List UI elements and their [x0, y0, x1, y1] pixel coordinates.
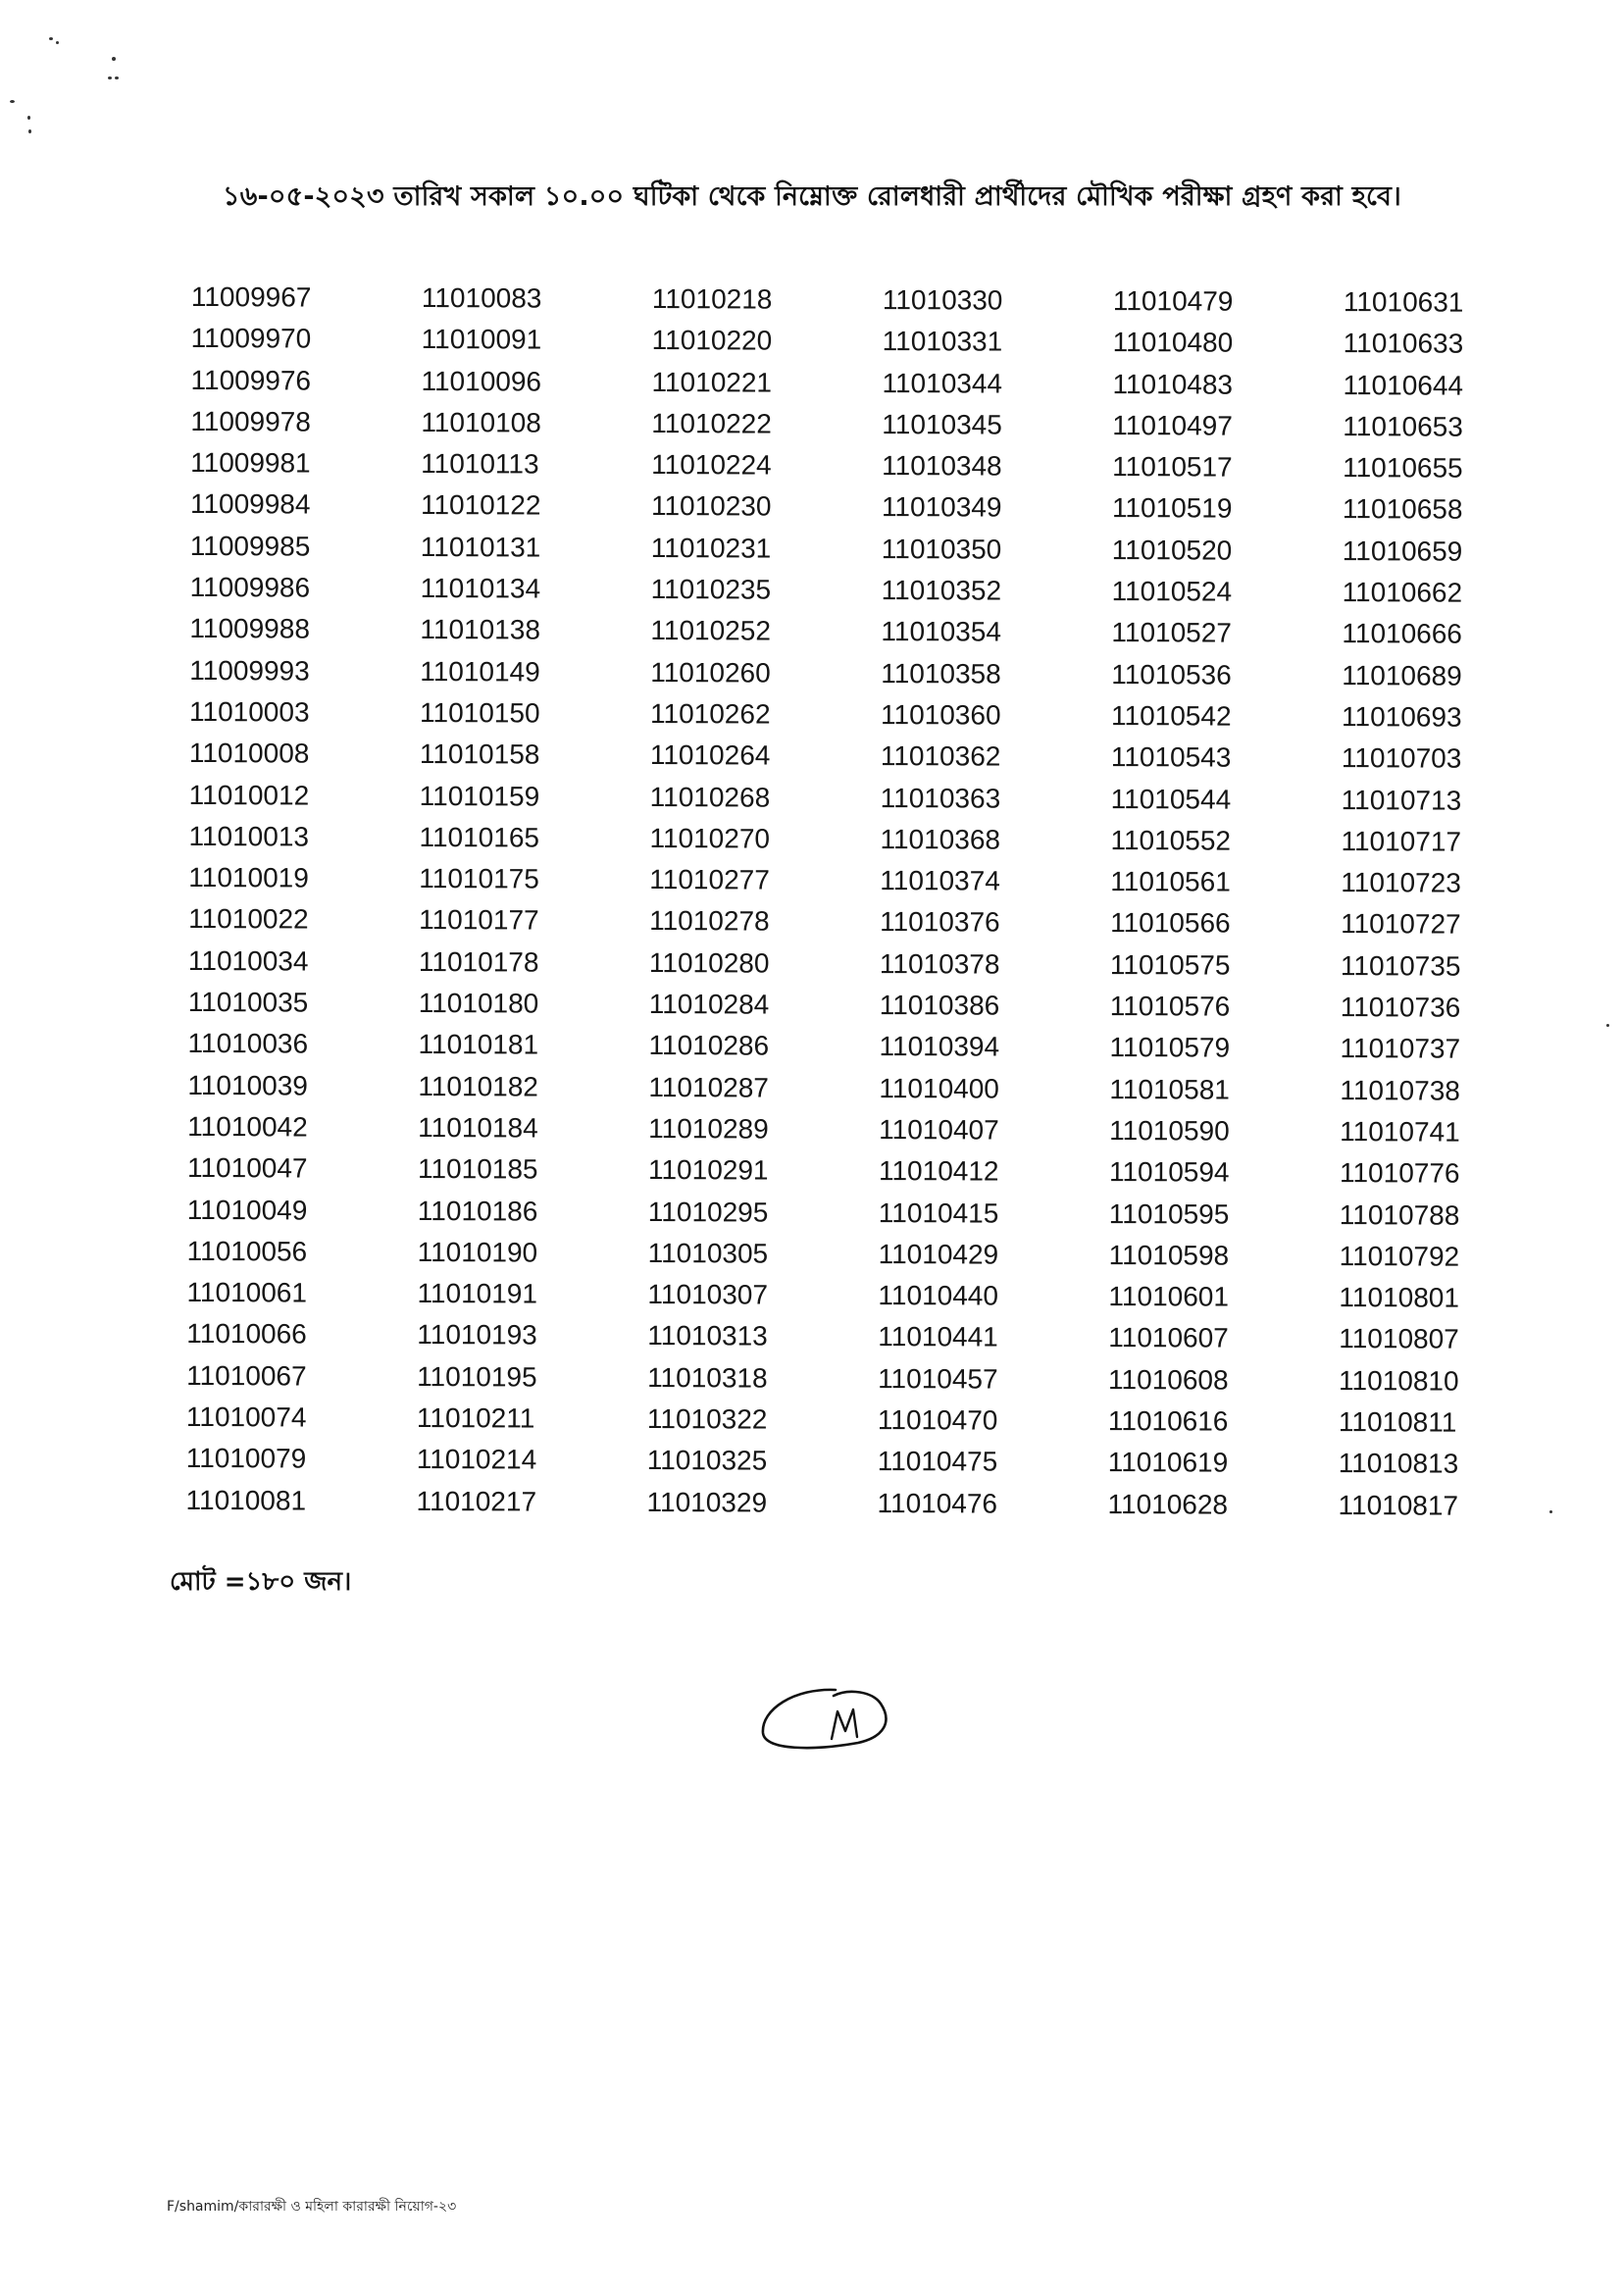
roll-number: 11010633	[1343, 328, 1464, 359]
roll-number: 11010295	[647, 1196, 769, 1228]
roll-number: 11010039	[187, 1069, 308, 1101]
roll-number: 11010352	[881, 575, 1002, 606]
scan-speck	[1606, 1024, 1609, 1027]
roll-number: 11010542	[1110, 700, 1232, 732]
roll-number: 11010619	[1107, 1447, 1229, 1478]
roll-number: 11010659	[1342, 535, 1463, 567]
roll-number: 11010607	[1108, 1322, 1229, 1354]
roll-number: 11010703	[1341, 742, 1462, 774]
roll-number: 11010776	[1339, 1157, 1460, 1189]
roll-number: 11010035	[187, 987, 309, 1018]
roll-number: 11010074	[185, 1402, 307, 1433]
total-count: মোট =১৮০ জন।	[170, 1567, 352, 1597]
roll-number: 11010220	[651, 325, 773, 356]
roll-number: 11010737	[1340, 1033, 1461, 1064]
roll-number: 11010801	[1339, 1282, 1460, 1313]
roll-number: 11010788	[1339, 1198, 1460, 1231]
roll-number: 11010644	[1343, 369, 1464, 401]
roll-number: 11010230	[650, 490, 772, 523]
roll-number: 11010378	[879, 947, 1000, 980]
roll-number: 11009984	[189, 488, 311, 521]
roll-number: 11010358	[881, 657, 1001, 689]
roll-number: 11010042	[187, 1110, 308, 1143]
roll-number: 11010159	[419, 780, 540, 812]
roll-number: 11010524	[1111, 576, 1233, 607]
roll-number: 11010252	[650, 615, 771, 646]
roll-number: 11010113	[421, 448, 539, 480]
roll-number: 11010561	[1110, 866, 1231, 897]
roll-number: 11010008	[188, 738, 310, 769]
roll-number: 11010363	[880, 782, 1001, 814]
roll-number: 11010594	[1108, 1156, 1230, 1188]
roll-number: 11010270	[649, 822, 771, 854]
roll-number: 11010741	[1340, 1116, 1460, 1147]
roll-number: 11010222	[651, 407, 772, 439]
roll-number: 11010067	[186, 1359, 307, 1392]
roll-number: 11010581	[1109, 1073, 1230, 1105]
roll-number: 11010519	[1111, 492, 1233, 525]
roll-number: 11010019	[188, 862, 309, 893]
roll-number: 11010811	[1338, 1406, 1457, 1438]
roll-number: 11010575	[1109, 948, 1231, 981]
roll-number: 11010036	[187, 1028, 309, 1059]
roll-number: 11010441	[878, 1321, 998, 1353]
roll-number: 11010313	[647, 1320, 768, 1351]
roll-number: 11010517	[1112, 451, 1233, 483]
roll-number: 11010287	[648, 1071, 769, 1103]
roll-number: 11010049	[186, 1194, 308, 1226]
roll-number: 11010368	[880, 823, 1001, 855]
roll-number: 11010810	[1339, 1364, 1459, 1397]
roll-number: 11010190	[417, 1236, 538, 1268]
roll-number: 11010330	[882, 284, 1003, 316]
roll-number: 11010457	[878, 1362, 998, 1395]
signature-mark	[755, 1682, 892, 1760]
roll-number: 11010608	[1108, 1363, 1229, 1396]
roll-number: 11010345	[882, 408, 1002, 440]
roll-number: 11010727	[1341, 908, 1461, 941]
roll-number: 11010689	[1342, 659, 1462, 691]
roll-number: 11010131	[420, 531, 541, 563]
roll-number: 11010231	[650, 532, 772, 564]
roll-number: 11009988	[189, 613, 311, 644]
roll-number: 11010083	[421, 282, 542, 314]
roll-number: 11010329	[646, 1486, 768, 1518]
roll-number: 11010579	[1109, 1032, 1231, 1063]
roll-number: 11010325	[646, 1445, 768, 1476]
roll-number: 11010186	[417, 1195, 538, 1227]
roll-number: 11010616	[1107, 1405, 1229, 1437]
roll-number: 11010483	[1112, 368, 1234, 400]
roll-number: 11010079	[185, 1443, 307, 1474]
roll-number: 11010149	[420, 655, 540, 688]
roll-number: 11010400	[879, 1072, 999, 1104]
roll-number: 11010360	[880, 699, 1001, 731]
roll-number: 11010003	[188, 695, 310, 728]
roll-number: 11010322	[646, 1403, 768, 1435]
roll-number: 11010735	[1340, 949, 1461, 982]
roll-number: 11009986	[189, 572, 311, 603]
roll-number: 11010394	[879, 1031, 1000, 1062]
roll-number: 11010738	[1340, 1074, 1460, 1106]
roll-number: 11010305	[647, 1237, 769, 1269]
roll-number: 11010047	[186, 1152, 308, 1184]
roll-number: 11009993	[189, 654, 310, 687]
roll-number: 11010181	[418, 1029, 539, 1060]
roll-number: 11010211	[416, 1402, 535, 1434]
roll-number: 11010479	[1112, 285, 1234, 317]
roll-number: 11010631	[1343, 286, 1464, 318]
roll-number: 11010407	[879, 1114, 999, 1146]
roll-number: 11010081	[185, 1484, 307, 1516]
roll-number: 11010331	[882, 326, 1003, 357]
roll-number: 11010191	[417, 1278, 538, 1309]
roll-number: 11010180	[418, 988, 539, 1019]
roll-number: 11010218	[651, 283, 773, 315]
roll-number: 11009970	[190, 323, 312, 354]
roll-number: 11010415	[878, 1197, 999, 1229]
roll-number: 11009978	[190, 405, 311, 437]
roll-number: 11010122	[420, 489, 541, 522]
roll-number: 11010628	[1107, 1488, 1229, 1520]
roll-number: 11010158	[419, 739, 540, 770]
roll-number: 11009976	[190, 364, 312, 396]
roll-number: 11010318	[647, 1361, 768, 1394]
roll-number: 11010195	[417, 1360, 537, 1393]
roll-number: 11010429	[878, 1238, 999, 1270]
roll-number: 11010091	[421, 324, 542, 355]
roll-number: 11010807	[1339, 1323, 1459, 1355]
roll-number: 11009981	[190, 447, 311, 479]
roll-number: 11010713	[1341, 784, 1462, 816]
roll-number: 11010412	[878, 1155, 999, 1187]
roll-number: 11010527	[1111, 617, 1232, 649]
roll-number: 11010480	[1112, 327, 1234, 358]
roll-number: 11010193	[417, 1319, 537, 1351]
roll-number: 11010260	[650, 656, 771, 688]
scan-speck	[27, 116, 30, 120]
roll-number: 11010552	[1110, 824, 1232, 856]
roll-number: 11010544	[1110, 783, 1232, 815]
scan-speck	[28, 129, 31, 133]
roll-number: 11010214	[416, 1444, 537, 1475]
roll-number: 11010175	[419, 863, 539, 894]
roll-number: 11010595	[1108, 1198, 1230, 1230]
roll-number: 11010264	[649, 739, 771, 771]
roll-number: 11010056	[186, 1235, 308, 1267]
roll-number: 11010061	[186, 1277, 308, 1308]
roll-number: 11010662	[1342, 577, 1463, 608]
roll-number: 11010022	[188, 903, 309, 935]
roll-number: 11010291	[647, 1154, 769, 1186]
roll-number: 11010470	[877, 1404, 998, 1436]
roll-number: 11010598	[1108, 1239, 1230, 1271]
roll-number: 11010108	[421, 406, 541, 438]
roll-number: 11010217	[416, 1485, 537, 1517]
scan-speck	[56, 41, 59, 44]
roll-number: 11010566	[1110, 907, 1231, 940]
scan-speck	[108, 76, 112, 79]
roll-number: 11010150	[419, 696, 540, 729]
roll-number: 11010034	[187, 944, 309, 977]
roll-number: 11010280	[648, 946, 770, 979]
roll-number: 11010268	[649, 781, 771, 813]
roll-number-grid	[185, 277, 1574, 1527]
roll-number: 11010012	[188, 779, 310, 811]
roll-number: 11010134	[420, 573, 541, 604]
roll-number: 11010182	[418, 1070, 538, 1102]
roll-number: 11010536	[1111, 658, 1232, 690]
roll-number: 11010284	[648, 989, 770, 1020]
roll-number: 11010278	[649, 905, 770, 938]
roll-number: 11010497	[1112, 409, 1233, 441]
roll-number: 11010817	[1338, 1489, 1459, 1521]
roll-number: 11010813	[1338, 1448, 1459, 1479]
scan-speck	[115, 76, 119, 79]
roll-number: 11010376	[880, 906, 1000, 939]
scan-speck	[49, 37, 53, 40]
roll-number: 11010476	[877, 1487, 998, 1519]
roll-number: 11010520	[1111, 534, 1233, 566]
roll-number: 11010543	[1110, 741, 1232, 773]
roll-number: 11010344	[882, 367, 1003, 399]
roll-number: 11010590	[1109, 1115, 1230, 1147]
roll-number: 11010277	[649, 864, 770, 895]
scan-speck	[10, 100, 15, 103]
roll-number: 11010658	[1342, 493, 1463, 526]
roll-number: 11010177	[419, 904, 539, 937]
roll-number: 11010386	[879, 990, 1000, 1021]
roll-number: 11010165	[419, 821, 540, 853]
roll-number: 11010307	[647, 1279, 769, 1310]
roll-number: 11009985	[189, 530, 311, 562]
roll-number: 11010440	[878, 1280, 999, 1311]
scan-speck	[112, 57, 116, 61]
roll-number: 11010235	[650, 574, 772, 605]
roll-number: 11010348	[882, 450, 1002, 482]
roll-number: 11010221	[651, 366, 773, 398]
roll-number: 11010655	[1343, 452, 1463, 484]
notice-heading: ১৬-০৫-২০২৩ তারিখ সকাল ১০.০০ ঘটিকা থেকে নিম্নোক্ত রোলধারী প্রার্থীদের মৌখিক পরীক্ষা গ্রহণ করা হবে।	[223, 181, 1401, 212]
roll-number: 11010693	[1341, 701, 1462, 733]
roll-number: 11010066	[186, 1318, 307, 1350]
roll-number: 11010350	[881, 533, 1002, 565]
roll-number: 11010286	[648, 1030, 770, 1061]
roll-number: 11010475	[877, 1446, 998, 1477]
roll-number: 11010184	[418, 1111, 538, 1144]
roll-number: 11010792	[1339, 1240, 1460, 1272]
roll-number: 11010013	[188, 820, 310, 852]
roll-number: 11010374	[880, 865, 1000, 896]
roll-number: 11010289	[648, 1112, 769, 1145]
roll-number: 11010262	[649, 698, 771, 730]
roll-number: 11010717	[1341, 825, 1462, 857]
roll-number: 11010224	[651, 449, 772, 481]
roll-number: 11010362	[880, 740, 1001, 772]
roll-number: 11010096	[421, 365, 542, 397]
roll-number: 11010666	[1342, 618, 1462, 650]
roll-number: 11009967	[190, 280, 312, 313]
roll-number: 11010601	[1108, 1281, 1230, 1312]
roll-number: 11010736	[1340, 992, 1461, 1023]
footer-file-reference: F/shamim/কারারক্ষী ও মহিলা কারারক্ষী নিয়োগ-২৩	[167, 2199, 457, 2215]
roll-number: 11010723	[1341, 867, 1461, 898]
roll-number: 11010349	[881, 491, 1002, 524]
roll-number: 11010178	[418, 945, 539, 978]
roll-number: 11010185	[417, 1153, 538, 1185]
roll-number: 11010138	[420, 614, 540, 645]
roll-number: 11010653	[1343, 411, 1463, 442]
roll-number: 11010354	[881, 616, 1001, 647]
roll-number: 11010576	[1109, 991, 1231, 1022]
